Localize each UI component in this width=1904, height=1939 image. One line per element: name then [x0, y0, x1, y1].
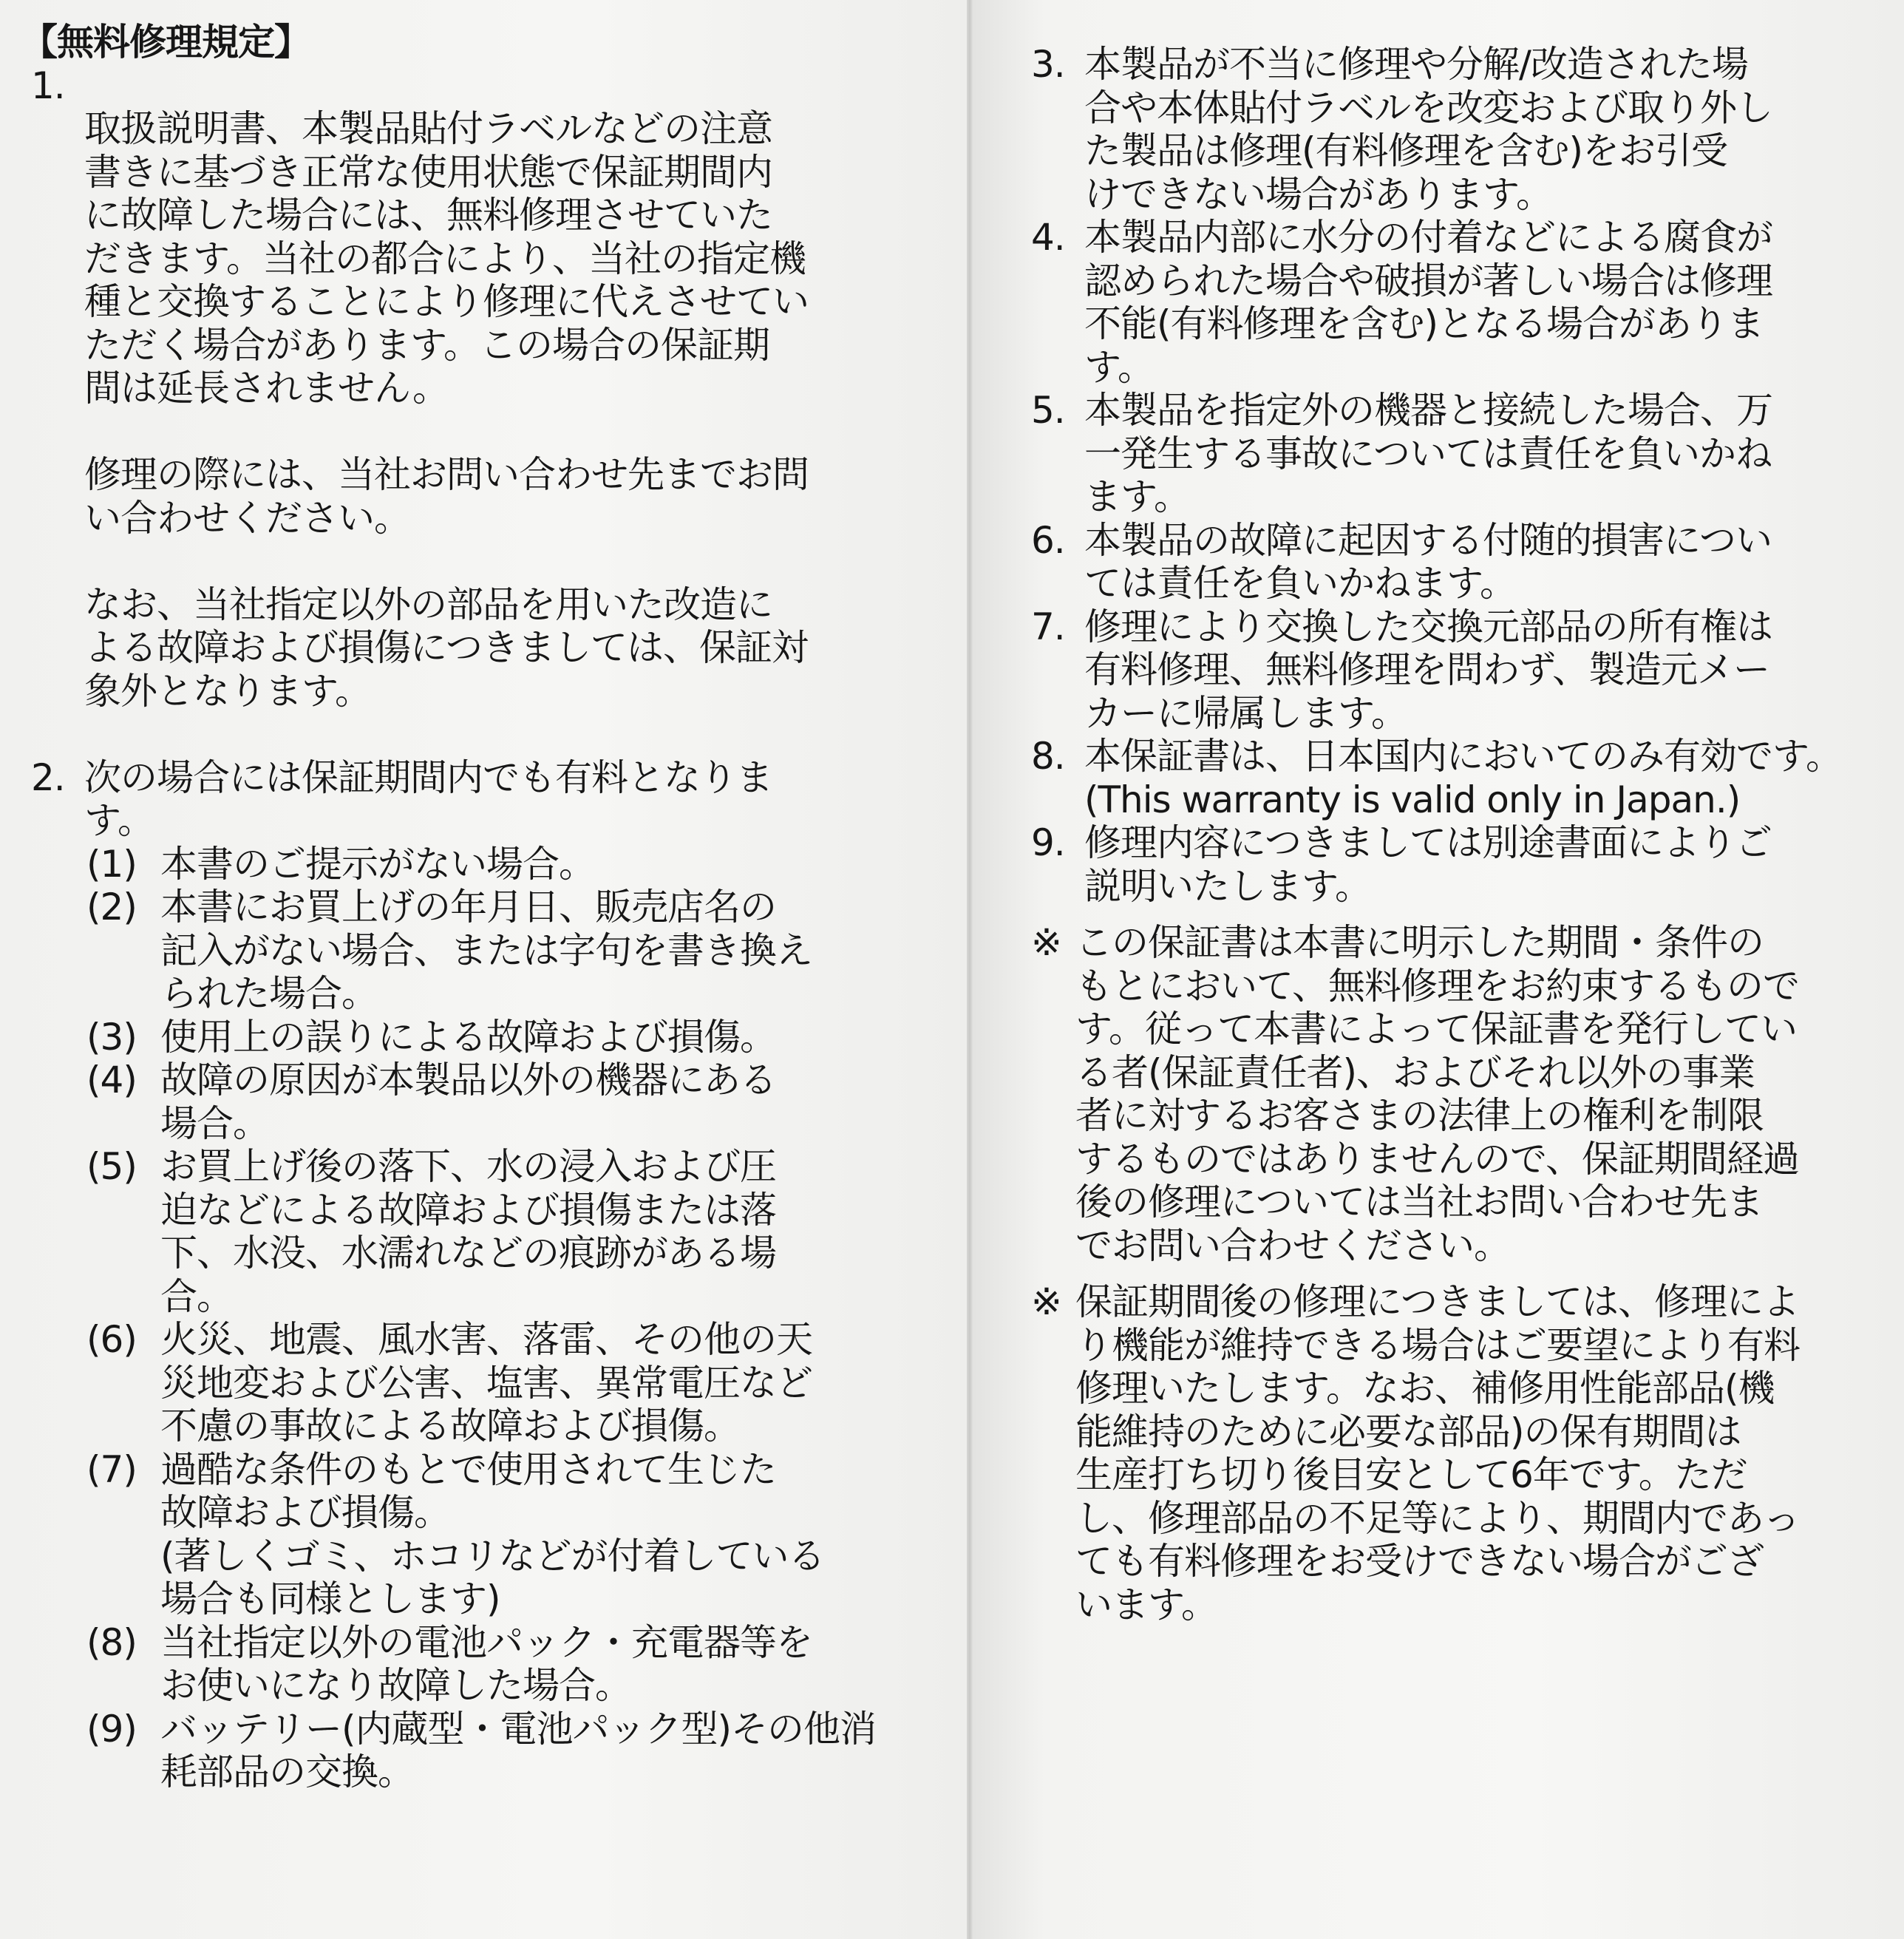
sub-clause-number: (5)	[86, 1145, 137, 1188]
clause-text: 本保証書は、日本国内においてのみ有効です。 (This warranty is valid only in Japan.)	[1084, 735, 1842, 821]
clause-4	[1031, 216, 1892, 389]
clause-body	[84, 64, 955, 756]
sub-clause-4	[86, 1059, 955, 1145]
note-text: この保証書は本書に明示した期間・条件の もとにおいて、無料修理をお約束するもので す。従って本書によって保証書を発行してい る者(保証責任者)、およびそれ以外の事業 者に対するお客さまの法律上の権利を制限 するものではありませんので、保証期間経過 後の修理については当社お問い合わせ先ま でお問い合わせください。	[1075, 921, 1799, 1267]
clause-text: 本製品を指定外の機器と接続した場合、万 一発生する事故については責任を負いかね ます。	[1084, 389, 1772, 518]
sub-clause-text: 本書にお買上げの年月日、販売店名の 記入がない場合、または字句を書き換え られた場合。	[160, 886, 812, 1015]
reference-mark: ※	[1031, 921, 1061, 964]
sub-clause-text: 火災、地震、風水害、落雷、その他の天 災地変および公害、塩害、異常電圧など 不慮の事故による故障および損傷。	[160, 1318, 812, 1447]
page-fold	[967, 0, 973, 1939]
sub-clause-number: (6)	[86, 1318, 137, 1361]
sub-clause-number: (1)	[86, 842, 137, 886]
sub-clause-text: 使用上の誤りによる故障および損傷。	[160, 1015, 776, 1059]
sub-clause-5	[86, 1145, 955, 1318]
clause-text: 本製品内部に水分の付着などによる腐食が 認められた場合や破損が著しい場合は修理 不能(有料修理を含む)となる場合がありま す。	[1084, 216, 1772, 389]
clause-text: 次の場合には保証期間内でも有料となりま す。	[84, 755, 772, 842]
note-2	[1031, 1280, 1892, 1626]
clause-2	[31, 756, 955, 843]
clause-number: 3.	[1031, 43, 1065, 86]
clause-number: 5.	[1031, 389, 1065, 432]
clause-number: 8.	[1031, 735, 1065, 778]
document-title: 【無料修理規定】	[21, 21, 310, 64]
sub-clause-number: (2)	[86, 886, 137, 928]
sub-clause-number: (7)	[86, 1447, 137, 1491]
clause-7	[1031, 605, 1892, 736]
reference-mark: ※	[1031, 1280, 1061, 1323]
sub-clause-8	[86, 1621, 955, 1708]
clause-1	[31, 64, 955, 756]
right-column	[1031, 43, 1892, 1626]
clause-text: 本製品の故障に起因する付随的損害につい ては責任を負いかねます。	[1084, 518, 1772, 605]
left-column	[21, 21, 955, 1794]
sub-clause-2	[86, 886, 955, 1016]
clause-paragraph: なお、当社指定以外の部品を用いた改造に よる故障および損傷につきましては、保証対 象外となります。	[84, 583, 808, 713]
clause-text: 修理により交換した交換元部品の所有権は 有料修理、無料修理を問わず、製造元メー カーに帰属します。	[1084, 605, 1772, 735]
sub-clause-text: 過酷な条件のもとで使用されて生じた 故障および損傷。 (著しくゴミ、ホコリなどが付着している 場合も同様とします)	[160, 1447, 825, 1620]
sub-clause-9	[86, 1708, 955, 1794]
sub-clause-7	[86, 1448, 955, 1621]
clause-8	[1031, 735, 1892, 821]
clause-9	[1031, 821, 1892, 908]
clause-number: 6.	[1031, 518, 1065, 562]
sub-clause-number: (3)	[86, 1015, 137, 1059]
clause-text: 本製品が不当に修理や分解/改造された場 合や本体貼付ラベルを改変および取り外し た製品は修理(有料修理を含む)をお引受 けできない場合があります。	[1084, 43, 1772, 216]
sub-clause-number: (9)	[86, 1707, 137, 1750]
sub-clause-number: (4)	[86, 1059, 137, 1101]
sub-clause-3	[86, 1016, 955, 1059]
sub-clause-text: 本書のご提示がない場合。	[160, 842, 595, 886]
clause-number: 4.	[1031, 216, 1065, 259]
clause-text: 修理内容につきましては別途書面によりご 説明いたします。	[1084, 821, 1772, 908]
sub-clause-text: 故障の原因が本製品以外の機器にある 場合。	[160, 1059, 776, 1145]
clause-number: 1.	[31, 64, 65, 107]
sub-clause-1	[86, 843, 955, 886]
clause-number: 9.	[1031, 821, 1065, 864]
sub-clause-text: バッテリー(内蔵型・電池パック型)その他消 耗部品の交換。	[160, 1707, 877, 1793]
clause-paragraph: 取扱説明書、本製品貼付ラベルなどの注意 書きに基づき正常な使用状態で保証期間内 に故障した場合には、無料修理させていた だきます。当社の都合により、当社の指定機 種と交換することにより修理に代えさせてい ただく場合があります。この場合の保証期 間は延長されません。	[84, 107, 809, 410]
sub-clause-number: (8)	[86, 1620, 137, 1664]
clause-6	[1031, 519, 1892, 605]
clause-number: 7.	[1031, 605, 1065, 648]
note-text: 保証期間後の修理につきましては、修理によ り機能が維持できる場合はご要望により有料 修理いたします。なお、補修用性能部品(機 能維持のために必要な部品)の保有期間は 生産打ち切り後目安として6年です。ただ し、修理部品の不足等により、期間内であっ ても有料修理をお受けできない場合がござ います。	[1075, 1280, 1800, 1626]
note-1	[1031, 921, 1892, 1267]
sub-clause-text: お買上げ後の落下、水の浸入および圧 迫などによる故障および損傷または落 下、水没、水濡れなどの痕跡がある場 合。	[160, 1145, 776, 1318]
clause-5	[1031, 389, 1892, 519]
sub-clause-6	[86, 1318, 955, 1448]
sub-clause-text: 当社指定以外の電池パック・充電器等を お使いになり故障した場合。	[160, 1620, 812, 1707]
clause-3	[1031, 43, 1892, 216]
clause-number: 2.	[31, 755, 65, 799]
clause-paragraph: 修理の際には、当社お問い合わせ先までお問 い合わせください。	[84, 453, 809, 540]
